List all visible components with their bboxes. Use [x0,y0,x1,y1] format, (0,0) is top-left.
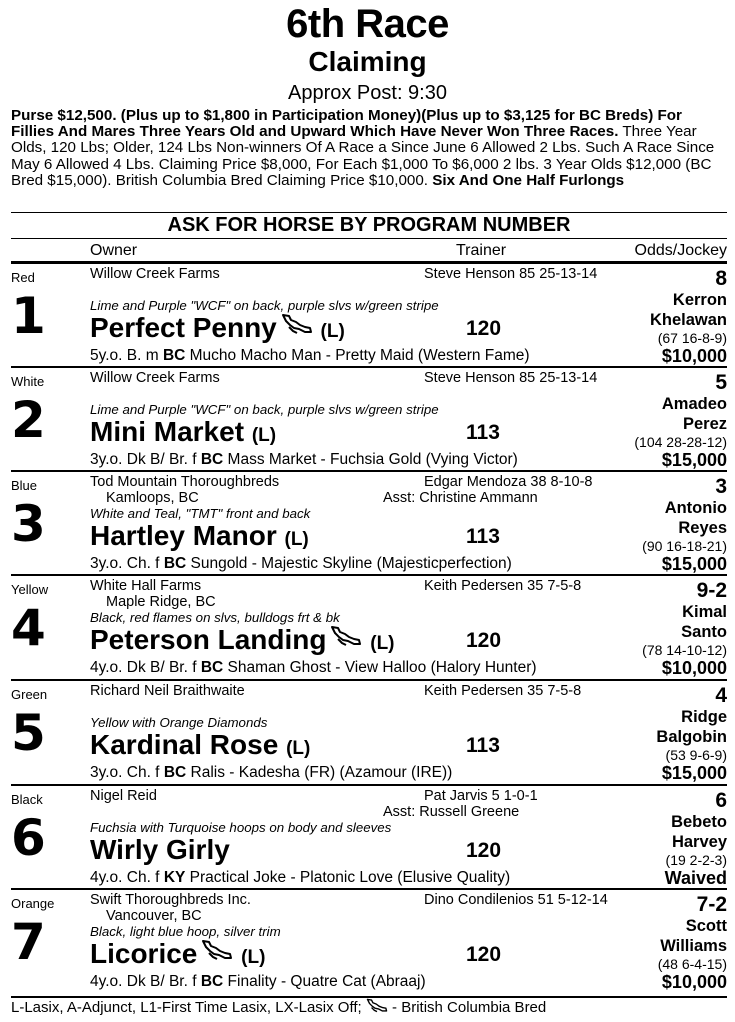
morning-line-odds: 4 [715,684,727,707]
saddlecloth-color: Orange [11,896,55,911]
silks-description: Lime and Purple "WCF" on back, purple slvs w/green stripe [90,298,439,313]
saddlecloth-color: Blue [11,478,38,493]
weight: 113 [466,734,500,757]
saddlecloth-color: Black [11,792,43,807]
breeding-line [90,554,512,573]
jockey-stats: (48 6-4-15) [657,956,727,972]
horse-name: Peterson Landing [90,624,327,655]
jockey-first-name: Amadeo [661,395,727,413]
state-bred: KY [163,869,186,886]
silks-description: White and Teal, "TMT" front and back [90,506,311,521]
odds-jockey-column-header: Odds/Jockey [634,242,727,259]
horse-name: Kardinal Rose [90,729,279,760]
breeding-line [90,763,452,782]
horse-name: Wirly Girly [90,834,230,865]
breeding-line [90,450,518,469]
state-bred: BC [162,347,186,364]
saddlecloth-color: Red [11,270,35,285]
jockey-last-name: Reyes [678,519,727,537]
program-number: 2 [11,391,46,449]
breeding-line [90,868,510,887]
state-bred: BC [200,451,224,468]
state-bred: BC [163,764,187,781]
entry-row [11,679,727,785]
program-number: 7 [11,913,46,971]
horse-name: Hartley Manor [90,520,277,551]
pedigree: Finality - Quatre Cat (Abraaj) [223,973,426,990]
legend-footer [11,996,727,1018]
owner-location: Vancouver, BC [106,908,202,924]
race-conditions [11,108,727,189]
conditions-purse: Purse $12,500. (Plus up to $1,800 in Participation Money)(Plus up to $3,125 for BC Breds) For Fillies And Mares Three Years Old and Upward Which Have Never Won Three Races. [11,107,682,141]
entry-row [11,470,727,576]
owner-name: Swift Thoroughbreds Inc. [90,892,251,908]
program-number: 5 [11,704,46,762]
morning-line-odds: 8 [715,267,727,290]
age-sex-color: 5y.o. B. m [90,347,163,364]
entry-row [11,366,727,472]
breeding-line [90,346,530,365]
medication-flag: (L) [286,738,311,759]
horse-name-line [90,624,395,660]
trainer-column-header: Trainer [456,242,507,259]
morning-line-odds: 9-2 [696,579,727,602]
pedigree: Shaman Ghost - View Halloo (Halory Hunter) [223,659,537,676]
conditions-weights: Three Year Olds, 120 Lbs; Older, 124 Lbs Non-winners Of A Race a Since June 6 Allowed 2 Lbs. Such A Race Since May 6 Allowed 4 Lbs. Claiming Price $8,000, For Each $1,000 To $6,000 2 lbs. 3 Year Olds $12,000 (BC Bred $15,000). British Columbia Bred Claiming Price $10,000. [11,123,715,189]
horse-name-line [90,416,276,452]
entry-row [11,784,727,890]
column-header-row [11,238,727,263]
silks-description: Yellow with Orange Diamonds [90,715,268,730]
trainer-info: Dino Condilenios 51 5-12-14 [424,892,608,908]
legend-text: L-Lasix, A-Adjunct, L1-First Time Lasix, LX-Lasix Off; [11,999,366,1016]
medication-flag: (L) [251,425,277,446]
weight: 120 [466,943,502,966]
claiming-price: $10,000 [661,658,727,678]
trainer-info: Keith Pedersen 35 7-5-8 [424,578,582,594]
claiming-price: $15,000 [661,763,727,783]
horse-name: Mini Market [90,416,245,447]
jockey-name [656,707,727,747]
trainer-info: Steve Henson 85 25-13-14 [424,266,598,282]
jockey-first-name: Ridge [681,708,727,726]
program-number: 1 [11,287,46,345]
jockey-name [665,498,727,538]
owner-name: Nigel Reid [90,788,157,804]
morning-line-odds: 7-2 [696,893,727,916]
jockey-first-name: Bebeto [671,813,727,831]
jockey-stats: (53 9-6-9) [665,747,727,763]
breeding-line [90,972,426,991]
jockey-stats: (78 14-10-12) [642,642,727,658]
race-title: 6th Race [286,2,449,46]
saddlecloth-color: Yellow [11,582,49,597]
age-sex-color: 4y.o. Ch. f [90,869,164,886]
trainer-info: Edgar Mendoza 38 8-10-8 [424,474,593,490]
pedigree: Ralis - Kadesha (FR) (Azamour (IRE)) [186,764,453,781]
race-type: Claiming [308,46,427,77]
horse-name-line [90,938,265,974]
program-number: 4 [11,599,46,657]
entry-row [11,574,727,680]
state-bred: BC [200,973,224,990]
jockey-stats: (104 28-28-12) [634,434,727,450]
trainer-info: Steve Henson 85 25-13-14 [424,370,598,386]
medication-flag: (L) [320,321,345,342]
pedigree: Mucho Macho Man - Pretty Maid (Western Fame) [185,347,530,364]
jockey-last-name: Williams [660,937,727,955]
claiming-price: $10,000 [661,972,727,992]
entry-row [11,888,727,994]
morning-line-odds: 3 [715,475,727,498]
horse-name-line [90,312,345,348]
state-bred: BC [200,659,224,676]
age-sex-color: 4y.o. Dk B/ Br. f [90,659,201,676]
age-sex-color: 4y.o. Dk B/ Br. f [90,973,201,990]
owner-name: White Hall Farms [90,578,202,594]
legend-bc-text: - British Columbia Bred [387,999,547,1016]
entry-row [11,261,727,368]
trainer-info: Pat Jarvis 5 1-0-1 [424,788,538,804]
morning-line-odds: 5 [715,371,727,394]
jockey-last-name: Balgobin [656,728,727,746]
medication-flag: (L) [241,947,266,968]
claiming-price: $15,000 [661,554,727,574]
jockey-name [681,602,727,642]
silks-description: Lime and Purple "WCF" on back, purple slvs w/green stripe [90,402,439,417]
silks-description: Fuchsia with Turquoise hoops on body and sleeves [90,820,392,835]
state-bred: BC [163,555,187,572]
owner-location: Kamloops, BC [106,490,199,506]
bc-bred-icon [281,313,313,335]
jockey-first-name: Scott [685,917,727,935]
jockey-name [671,812,727,852]
breeding-line [90,658,537,677]
horse-name-line [90,729,310,765]
program-number-banner: ASK FOR HORSE BY PROGRAM NUMBER [11,212,727,237]
bc-bred-icon [201,939,233,961]
saddlecloth-color: Green [11,687,48,702]
jockey-first-name: Kerron [672,291,727,309]
age-sex-color: 3y.o. Dk B/ Br. f [90,451,201,468]
jockey-stats: (67 16-8-9) [657,330,727,346]
claiming-price: $10,000 [661,346,727,366]
post-time: Approx Post: 9:30 [288,82,447,104]
jockey-stats: (19 2-2-3) [665,852,727,868]
claiming-price: Waived [664,868,727,888]
pedigree: Mass Market - Fuchsia Gold (Vying Victor) [223,451,518,468]
owner-name: Richard Neil Braithwaite [90,683,245,699]
owner-location: Maple Ridge, BC [106,594,216,610]
horse-name-line [90,834,230,866]
jockey-first-name: Kimal [682,603,727,621]
owner-column-header: Owner [90,242,138,259]
age-sex-color: 3y.o. Ch. f [90,764,164,781]
horse-name-line [90,520,309,556]
program-number: 6 [11,809,46,867]
jockey-last-name: Khelawan [649,311,727,329]
silks-description: Black, light blue hoop, silver trim [90,924,281,939]
owner-name: Willow Creek Farms [90,266,220,282]
silks-description: Black, red flames on slvs, bulldogs frt & bk [90,610,340,625]
jockey-last-name: Perez [682,415,727,433]
trainer-info: Keith Pedersen 35 7-5-8 [424,683,582,699]
horse-name: Perfect Penny [90,312,277,343]
weight: 120 [466,839,502,862]
assistant-trainer: Asst: Russell Greene [383,804,520,820]
pedigree: Sungold - Majestic Skyline (Majesticperfection) [186,555,512,572]
weight: 120 [466,317,502,340]
jockey-name [650,290,727,330]
pedigree: Practical Joke - Platonic Love (Elusive Quality) [185,869,511,886]
claiming-price: $15,000 [661,450,727,470]
jockey-name [660,916,727,956]
bc-bred-icon [366,998,388,1013]
weight: 120 [466,629,502,652]
conditions-distance: Six And One Half Furlongs [432,171,625,189]
medication-flag: (L) [284,529,309,550]
bc-bred-icon [330,625,362,647]
jockey-name [662,394,727,434]
jockey-last-name: Santo [681,623,727,641]
saddlecloth-color: White [11,374,45,389]
weight: 113 [466,525,500,548]
morning-line-odds: 6 [715,789,727,812]
assistant-trainer: Asst: Christine Ammann [383,490,538,506]
medication-flag: (L) [370,633,395,654]
jockey-last-name: Harvey [671,833,727,851]
jockey-stats: (90 16-18-21) [642,538,727,554]
owner-name: Tod Mountain Thoroughbreds [90,474,280,490]
horse-name: Licorice [90,938,198,969]
jockey-first-name: Antonio [664,499,727,517]
program-number: 3 [11,495,46,553]
owner-name: Willow Creek Farms [90,370,220,386]
weight: 113 [466,421,500,444]
age-sex-color: 3y.o. Ch. f [90,555,164,572]
